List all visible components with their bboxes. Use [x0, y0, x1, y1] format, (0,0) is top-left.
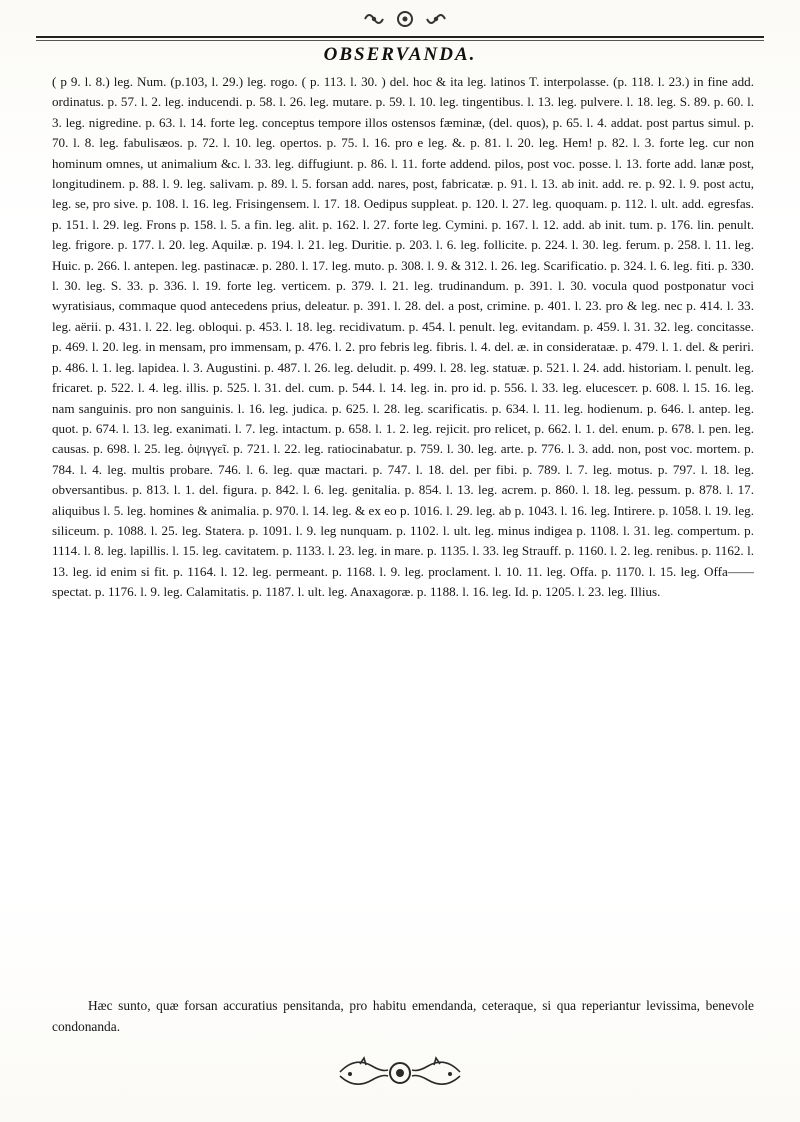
errata-index: ( p 9. l. 8.) leg. Num. (p.103, l. 29.) leg. rogo. ( p. 113. l. 30. ) del. hoc & ita leg. latinos T. interpolasse. (p. 118. l. 23.) in fine add. ordinatus. p. 57. l. 2. leg. inducendi. p. 58. l. 26. leg. mutare. p. 59. l. 10. leg. tingentibus. l. 13. leg. pulvere. l. 18. leg. S. 89. p. 60. l. 3. leg. nigredine. p. 63. l. 14. forte leg. conceptus tempore illos ostensos fæminæ, (del. quos), p. 65. l. 4. addat. post partus simul. p. 70. l. 8. leg. fabulisæos. p. 72. l. 10. leg. opertos. p. 75. l. 16. pro e leg. &. p. 81. l. 20. leg. Hem! p. 82. l. 3. forte leg. cur non hominum omnes, ut animalium &c. l. 33. leg. diffugiunt. p. 86. l. 11. forte addend. pilos, post voc. posse. l. 13. forte add. lanæ post, longitudinem. p. 88. l. 9. leg. salivam. p. 89. l. 5. forsan add. nares, post, fabricatæ. p. 91. l. 13. ab init. add. re. p. 92. l. 9. post actu, leg. se, pro sive. p. 108. l. 16. leg. Frisingensem. l. 17. 18. Oedipus suppleat. p. 120. l. 27. leg. quoquam. p. 112. l. ult. add. egresfas. p. 151. l. 29. leg. Frons p. 158. l. 5. a fin. leg. alit. p. 162. l. 27. forte leg. Cymini. p. 167. l. 12. add. ab init. tum. p. 176. lin. penult. leg. frigore. p. 177. l. 20. leg. Aquilæ. p. 194. l. 21. leg. Duritie. p. 203. l. 6. leg. follicite. p. 224. l. 30. leg. ferum. p. 258. l. 11. leg. Huic. p. 266. l. antepen. leg. pastinacæ. p. 280. l. 17. leg. muto. p. 308. l. 9. & 312. l. 26. leg. Scarificatio. p. 324. l. 6. leg. fiti. p. 330. l. 30. leg. S. 33. p. 336. l. 19. forte leg. verticem. p. 379. l. 21. leg. trudinandum. p. 391. l. 30. vocula quod postponatur voci wyratisiaus, commaque quod antecedens prius, deleatur. p. 391. l. 28. del. a post, crimine. p. 401. l. 23. pro & leg. nec p. 414. l. 33. leg. aërii. p. 431. l. 22. leg. obloqui. p. 453. l. 18. leg. recidivatum. p. 454. l. penult. leg. evitandam. p. 459. l. 31. 32. leg. concitasse. p. 469. l. 20. leg. in mensam, pro immensam, p. 476. l. 2. pro febris leg. fibris. l. 4. del. æ. in considerataæ. p. 479. l. 1. del. & periri. p. 486. l. 1. leg. lapidea. l. 3. Augustini. p. 487. l. 26. leg. deludit. p. 499. l. 28. leg. statuæ. p. 521. l. 24. add. historiam. l. penult. leg. fricaret. p. 522. l. 4. leg. illis. p. 525. l. 31. del. cum. p. 544. l. 14. leg. in. pro id. p. 556. l. 33. leg. elucesceт. p. 608. l. 15. 16. leg. nam sanguinis. pro non sanguinis. l. 16. leg. judica. p. 625. l. 28. leg. scarificatis. p. 634. l. 11. leg. hodienum. p. 646. l. antep. leg. quot. p. 674. l. 13. leg. exanimati. l. 7. leg. intactum. p. 658. l. 1. 2. leg. rejicit. pro relicet, p. 662. l. 1. del. enum. p. 678. l. pen. leg. causas. p. 698. l. 25. leg. ὀψιγγεῖ. p. 721. l. 22. leg. ratiocinabatur. p. 759. l. 30. leg. arte. p. 776. l. 3. add. non, post voc. mortem. p. 784. l. 4. leg. multis probare. 746. l. 6. leg. quæ mactari. p. 747. l. 18. del. per fibi. p. 789. l. 7. leg. motus. p. 797. l. 18. leg. obversantibus. p. 813. l. 1. del. figura. p. 842. l. 6. leg. genitalia. p. 854. l. 13. leg. acrem. p. 860. l. 18. leg. pessum. p. 878. l. 17. aliquibus l. 5. leg. homines & animalia. p. 970. l. 14. leg. & ex eo p. 1016. l. 29. leg. ab p. 1043. l. 16. leg. Intirere. p. 1058. l. 19. leg. siliceum. p. 1088. l. 25. leg. Statera. p. 1091. l. 9. leg nunquam. p. 1102. l. ult. leg. minus indigea p. 1108. l. 31. leg. compertum. p. 1114. l. 8. leg. lapillis. l. 15. leg. cavitatem. p. 1133. l. 23. leg. in mare. p. 1135. l. 33. leg Strauff. p. 1160. l. 2. leg. renibus. p. 1162. l. 13. leg. id enim si fit. p. 1164. l. 12. leg. permeant. p. 1168. l. 9. leg. proclament. l. 10. 11. leg. Offa. p. 1170. l. 15. leg. Offa——spectat. p. 1176. l. 9. leg. Calamitatis. p. 1187. l. ult. leg. Anaxagoræ. p. 1188. l. 16. leg. Id. p. 1205. l. 23. leg. Illius. — [52, 74, 754, 600]
printer-ornament-icon — [360, 8, 450, 30]
floral-tailpiece-icon — [330, 1052, 470, 1092]
closing-paragraph: Hæc sunto, quæ forsan accuratius pensitanda, pro habitu emendanda, ceteraque, si qua reperiantur levissima, benevole condonanda. — [52, 998, 754, 1034]
page-title: OBSERVANDA. — [323, 44, 477, 65]
tailpiece-graphic — [330, 1052, 470, 1092]
header-rule — [36, 36, 764, 38]
ornament-left-icon — [363, 10, 385, 28]
header-rule-thin — [36, 40, 764, 41]
ornament-center-icon — [395, 9, 415, 29]
ornament-right-icon — [425, 10, 447, 28]
